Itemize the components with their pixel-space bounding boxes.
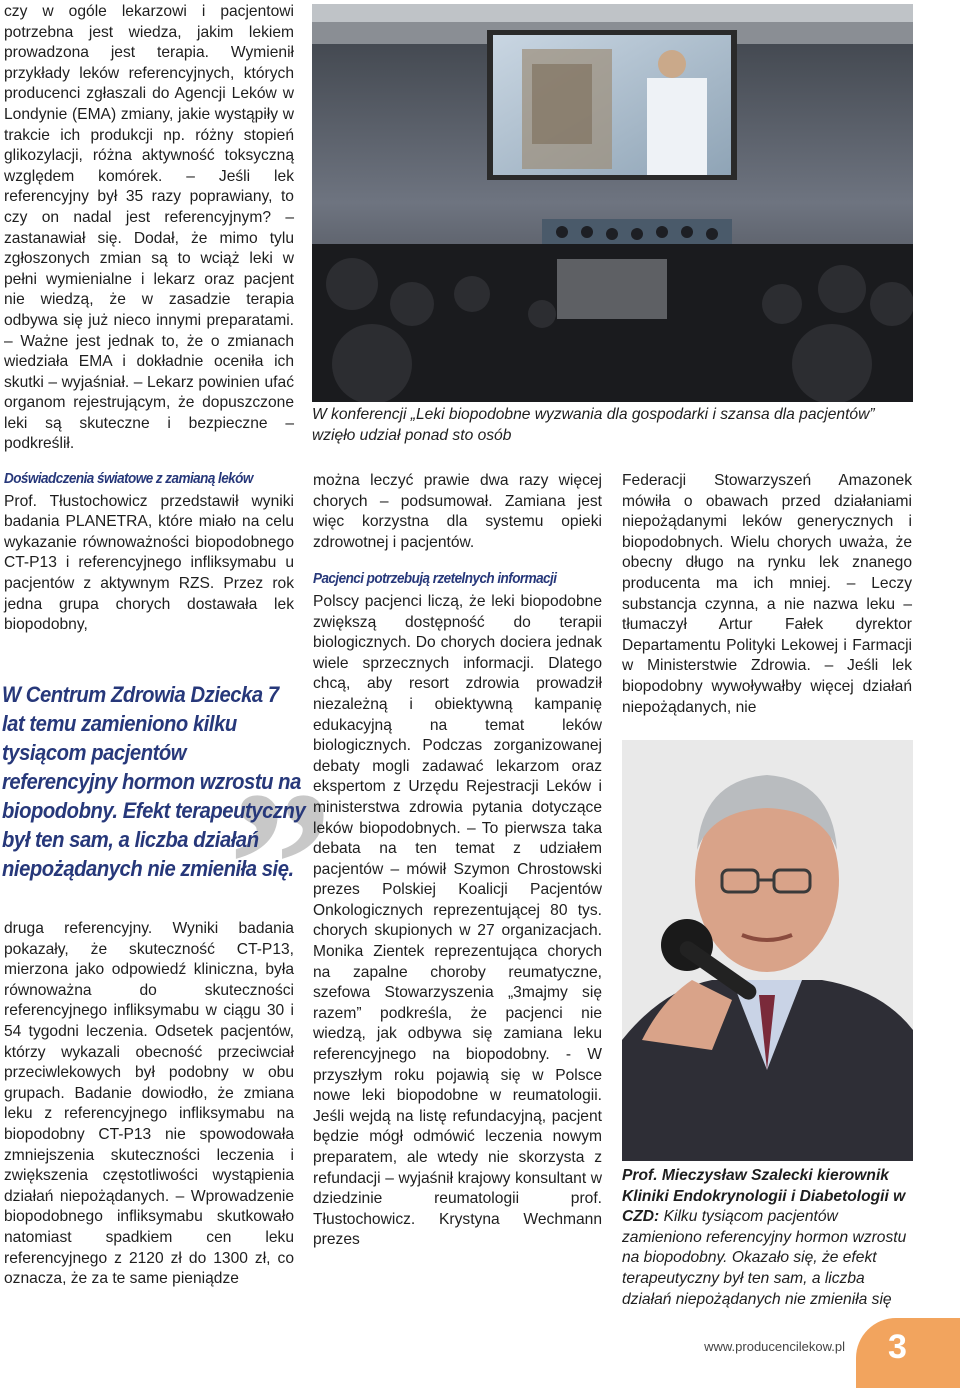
page-number: 3 [888,1328,907,1366]
portrait-caption-name: Prof. Mieczysław Szalecki kierownik Kliniki Endokrynologii i Diabetologii w CZD: [622,1167,906,1226]
conference-photo [312,4,913,402]
footer-website[interactable]: www.producencilekow.pl [704,1339,845,1354]
left-paragraph-3: druga referencyjny. Wyniki badania pokazały, że skuteczność CT-P13, mierzona jako odpowiedź kliniczna, była równoważna do skuteczności referencyjnego infliksymabu w ciągu 30 i 54 tygodni leczenia. Odsetek pacjentów, którzy wykazali obecność przeciwciał przeciwlekowych był podobny w obu grupach. Badanie dowiodło, że zmiana leku z referencyjnego infliksymabu na biopodobny CT-P13 nie spowodowała zmniejszenia skuteczności leczenia i zwiększenia częstotliwości wystąpienia działań niepożądanych. – Wprowadzenie biopodobnego infliksymabu skutkowało natomiast spadkiem cen leku referencyjnego z 2120 zł do 1300 zł, co oznacza, że za te same pieniądze [4,920,294,1288]
middle-paragraph-1: można leczyć prawie dwa razy więcej chorych – podsumował. Zamiana jest więc korzystna dla systemu opieki zdrowotnej i pacjentów. [313,472,602,551]
right-column [622,471,912,718]
right-paragraph-1: Federacji Stowarzyszeń Amazonek mówiła o obawach przed działaniami niepożądanymi leków generycznych i biopodobnych. Wielu chorych uważa, że obecny długo na rynku lek znanego producenta ma ich mniej. – Leczy substancja czynna, a nie nazwa leku – tłumaczył Artur Fałek dyrektor Departamentu Polityki Lekowej i Farmacji w Ministerstwie Zdrowia. – Jeśli lek biopodobny wywoływałby więcej działań niepożądanych, nie [622,472,912,716]
conference-hall-image [312,4,913,402]
middle-column [313,471,602,1251]
left-paragraph-1: czy w ogóle lekarzowi i pacjentowi potrzebna jest wiedza, jakim lekiem prowadzona jest terapia. Wymienił przykłady leków referencyjnych, których producenci zgłaszali do Agencji Leków w Londynie (EMA) zmiany, jakie wystąpiły w trakcie ich produkcji np. różny stopień glikozylacji, różna aktywność toksyczną względem komórek. – Jeśli lek referencyjny był 35 razy poprawiany, to czy on nadal jest referencyjnym? – zastanawiał się. Dodał, że mimo tylu zgłoszonych zmian są to wciąż leki w pełni wymienialne i lekarz oraz pacjent nie wiedzą, że w zasadzie terapia odbywa się już nieco innymi preparatami. – Ważne jest jednak to, że o zmianach wiedziała EMA i dokładnie oceniła ich skutki – wyjaśniał. – Lekarz powinien ufać organom rejestrującym, że dopuszczone leki są skuteczne i bezpieczne – podkreślił. [4,3,294,453]
left-paragraph-2: Prof. Tłustochowicz przedstawił wyniki badania PLANETRA, które miało na celu wykazanie równoważności biopodobnego CT-P13 i referencyjnego infliksymabu u pacjentów z aktywnym RZS. Przez rok jedna grupa chorych dostawała lek biopodobny, [4,492,294,634]
conference-photo-caption: W konferencji „Leki biopodobne wyzwania dla gospodarki i szansa dla pacjentów” wzięło udział ponad sto osób [312,406,875,444]
middle-paragraph-2: Polscy pacjenci liczą, że leki biopodobne zwiększą dostępność do terapii biologicznych. Do chorych dociera jednak wiele sprzecznych informacji. Dlatego chcą, aby resort zdrowia prowadził niezależną i obiektywną kampanię edukacyjną na temat leków biologicznych. Podczas zorganizowanej debaty mogli zadawać lekarzom oraz ekspertom z Urzędu Rejestracji Leków i ministerstwa zdrowia pytania dotyczące leków biopodobnych. – To pierwsza taka debata na ten temat z udziałem pacjentów – mówił Szymon Chrostowski prezes Polskiej Koalicji Pacjentów Onkologicznych reprezentującej 80 tys. chorych skupionych w 27 organizacjach. Monika Zientek reprezentująca chorych na zapalne choroby reumatyczne, szefowa Stowarzyszenia „3majmy się razem” podkreśla, że pacjenci nie wiedzą, jak odbywa się zamiana leku referencyjnego na biopodobny. - W przyszłym roku pojawią się w Polsce nowe leki biopodobne w reumatologii. Jeśli wejdą na listę refundacyjną, pacjent będzie mógł odmówić leczenia nowym preparatem, ale wtedy nie skorzysta z refundacji – wyjaśnił krajowy konsultant w dziedzinie reumatologii prof. Tłustochowicz. Krystyna Wechmann prezes [313,592,602,1249]
left-column-continued [4,919,294,1290]
portrait-caption-text: Kilku tysiącom pacjentów zamieniono referencyjny hormon wzrostu na biopodobny. Okazało się, że efekt terapeutyczny był ten sam, a liczba działań niepożądanych nie zmieniła się [622,1208,907,1308]
section-heading-patients-info: Pacjenci potrzebują rzetelnych informacji [313,570,557,588]
portrait-caption [622,1166,914,1310]
section-heading-world-experience: Doświadczenia światowe z zamianą leków [4,470,253,488]
page-number-tab [856,1318,960,1388]
pull-quote: W Centrum Zdrowia Dziecka 7 lat temu zamieniono kilku tysiącom pacjentów referencyjny hormon wzrostu na biopodobny. Efekt terapeutyczny był ten sam, a liczba działań niepożądanych nie zmieniła się. [2,682,306,881]
quote-mark-icon: ” [228,749,333,981]
portrait-image [622,740,913,1161]
portrait-photo [622,740,913,1161]
left-column [4,2,294,636]
